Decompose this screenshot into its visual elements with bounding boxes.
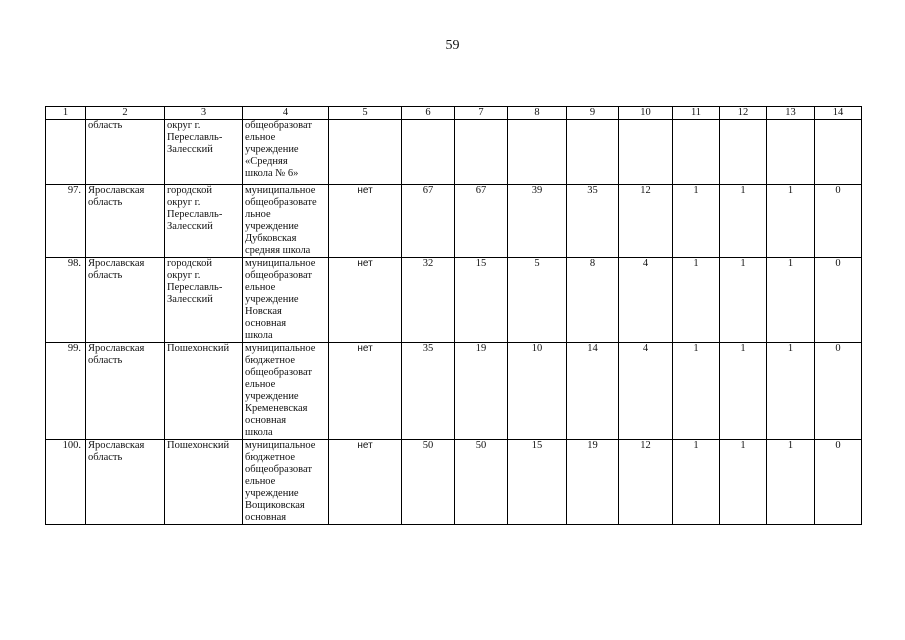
cell-district: округ г. Переславль- Залесский — [165, 120, 243, 185]
cell-c6: 67 — [402, 185, 455, 258]
cell-c13: 1 — [767, 258, 815, 343]
cell-c13: 1 — [767, 343, 815, 440]
column-header-8: 8 — [508, 107, 567, 120]
cell-c7: 15 — [455, 258, 508, 343]
cell-school: муниципальное бюджетное общеобразоват ельное учреждение Вощиковская основная — [243, 440, 329, 525]
header-row — [46, 107, 862, 120]
cell-c10: 4 — [619, 343, 673, 440]
cell-c7: 50 — [455, 440, 508, 525]
cell-c12: 1 — [720, 343, 767, 440]
cell-c7 — [455, 120, 508, 185]
cell-n: 98. — [46, 258, 86, 343]
cell-c14: 0 — [815, 440, 862, 525]
cell-c7: 19 — [455, 343, 508, 440]
column-header-9: 9 — [567, 107, 619, 120]
table-row — [46, 343, 862, 440]
column-header-10: 10 — [619, 107, 673, 120]
cell-c8: 15 — [508, 440, 567, 525]
cell-c14: 0 — [815, 258, 862, 343]
cell-c12: 1 — [720, 440, 767, 525]
cell-c8: 39 — [508, 185, 567, 258]
cell-c5: нет — [329, 185, 402, 258]
cell-c7: 67 — [455, 185, 508, 258]
column-header-3: 3 — [165, 107, 243, 120]
table-row — [46, 258, 862, 343]
cell-c10: 12 — [619, 440, 673, 525]
cell-c8 — [508, 120, 567, 185]
cell-c10: 12 — [619, 185, 673, 258]
cell-c6: 32 — [402, 258, 455, 343]
column-header-14: 14 — [815, 107, 862, 120]
cell-c10: 4 — [619, 258, 673, 343]
cell-c11: 1 — [673, 343, 720, 440]
cell-district: Пошехонский — [165, 343, 243, 440]
column-header-6: 6 — [402, 107, 455, 120]
cell-n: 99. — [46, 343, 86, 440]
cell-school: муниципальное общеобразоват ельное учреждение Новская основная школа — [243, 258, 329, 343]
cell-district: Пошехонский — [165, 440, 243, 525]
column-header-13: 13 — [767, 107, 815, 120]
cell-n: 97. — [46, 185, 86, 258]
cell-school: общеобразоват ельное учреждение «Средняя школа № 6» — [243, 120, 329, 185]
cell-c12: 1 — [720, 258, 767, 343]
cell-c6 — [402, 120, 455, 185]
cell-region: Ярославская область — [86, 258, 165, 343]
cell-c10 — [619, 120, 673, 185]
cell-c14 — [815, 120, 862, 185]
cell-c11: 1 — [673, 258, 720, 343]
column-header-7: 7 — [455, 107, 508, 120]
cell-c14: 0 — [815, 185, 862, 258]
column-header-12: 12 — [720, 107, 767, 120]
cell-c5: нет — [329, 258, 402, 343]
cell-c11 — [673, 120, 720, 185]
column-header-2: 2 — [86, 107, 165, 120]
table-row — [46, 120, 862, 185]
cell-region: Ярославская область — [86, 185, 165, 258]
cell-c5: нет — [329, 440, 402, 525]
table-body — [46, 120, 862, 525]
cell-district: городской округ г. Переславль- Залесский — [165, 185, 243, 258]
cell-c13: 1 — [767, 440, 815, 525]
cell-c11: 1 — [673, 185, 720, 258]
cell-c11: 1 — [673, 440, 720, 525]
column-header-5: 5 — [329, 107, 402, 120]
page-number: 59 — [445, 38, 460, 53]
cell-district: городской округ г. Переславль- Залесский — [165, 258, 243, 343]
cell-c8: 10 — [508, 343, 567, 440]
cell-c9: 8 — [567, 258, 619, 343]
cell-c8: 5 — [508, 258, 567, 343]
table-row — [46, 440, 862, 525]
table-row — [46, 185, 862, 258]
cell-c5 — [329, 120, 402, 185]
column-header-11: 11 — [673, 107, 720, 120]
cell-c13: 1 — [767, 185, 815, 258]
column-header-4: 4 — [243, 107, 329, 120]
cell-n: 100. — [46, 440, 86, 525]
cell-c13 — [767, 120, 815, 185]
cell-c12 — [720, 120, 767, 185]
data-table — [45, 106, 862, 525]
cell-c9: 35 — [567, 185, 619, 258]
cell-c9: 14 — [567, 343, 619, 440]
cell-c12: 1 — [720, 185, 767, 258]
cell-n — [46, 120, 86, 185]
cell-region: область — [86, 120, 165, 185]
cell-c9 — [567, 120, 619, 185]
cell-c5: нет — [329, 343, 402, 440]
column-header-1: 1 — [46, 107, 86, 120]
cell-c6: 35 — [402, 343, 455, 440]
cell-c9: 19 — [567, 440, 619, 525]
cell-c6: 50 — [402, 440, 455, 525]
cell-c14: 0 — [815, 343, 862, 440]
cell-school: муниципальное бюджетное общеобразоват ельное учреждение Кременевская основная школа — [243, 343, 329, 440]
cell-region: Ярославская область — [86, 343, 165, 440]
cell-school: муниципальное общеобразовате льное учреждение Дубковская средняя школа — [243, 185, 329, 258]
cell-region: Ярославская область — [86, 440, 165, 525]
